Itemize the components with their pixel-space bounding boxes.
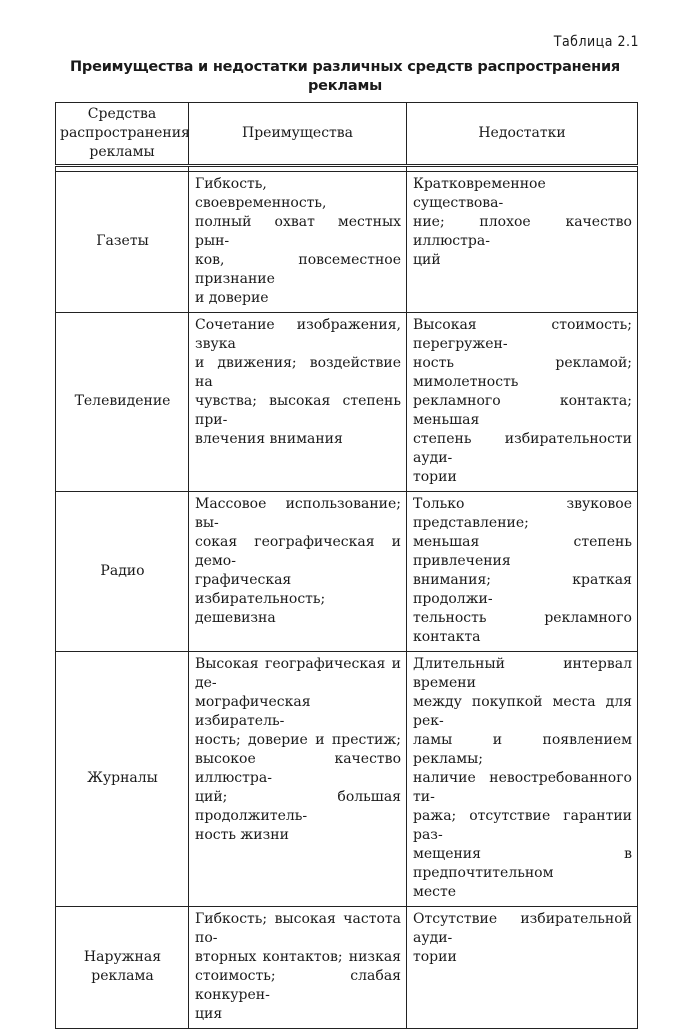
header-medium: [56, 103, 189, 166]
table-row: [56, 172, 638, 313]
disadvantage-text-line: внимания; краткая продолжи-: [413, 572, 632, 607]
advantage-text-line: ность; доверие и престиж;: [195, 732, 401, 748]
advantage-text-line: стоимость; слабая конкурен-: [195, 968, 401, 1003]
disadvantage-text-line: Длительный интервал времени: [413, 656, 632, 691]
disadvantage-text-line: тории: [413, 469, 457, 485]
advantage-text-line: Массовое использование; вы-: [195, 496, 401, 531]
advertising-media-table: [55, 102, 638, 1029]
advantage-text-line: и доверие: [195, 290, 269, 306]
advantage-text-line: ция: [195, 1006, 223, 1022]
disadvantage-text-line: ламы и появлением рекламы;: [413, 732, 632, 767]
advantage-text-line: чувства; высокая степень при-: [195, 393, 401, 428]
advantage-text-line: ций; большая продолжитель-: [195, 789, 401, 824]
header-medium-line: рекламы: [89, 144, 155, 160]
medium-cell: [56, 172, 189, 313]
advantage-text-line: полный охват местных рын-: [195, 214, 401, 249]
disadvantage-text-line: степень избирательности ауди-: [413, 431, 632, 466]
medium-name: Телевидение: [74, 393, 171, 409]
caption-line-1: Преимущества и недостатки различных средств распространения: [69, 59, 621, 75]
advantage-text-line: Гибкость; высокая частота по-: [195, 911, 401, 946]
disadvantage-text-line: между покупкой места для рек-: [413, 694, 632, 729]
advantages-cell: [189, 907, 407, 1029]
advantage-text-line: мографическая избиратель-: [195, 694, 311, 729]
header-advantages: Преимущества: [189, 103, 407, 166]
disadvantage-text-line: меньшая степень привлечения: [413, 534, 632, 569]
disadvantage-text-line: ража; отсутствие гарантии раз-: [413, 808, 632, 843]
advantage-text-line: графическая избирательность;: [195, 572, 326, 607]
advantages-cell: [189, 652, 407, 907]
disadvantage-text-line: Отсутствие избирательной ауди-: [413, 911, 632, 946]
disadvantage-text-line: месте: [413, 884, 457, 900]
disadvantage-text-line: Кратковременное существова-: [413, 176, 546, 211]
header-disadvantages: Недостатки: [407, 103, 638, 166]
disadvantages-cell: [407, 313, 638, 492]
disadvantage-text-line: тории: [413, 949, 457, 965]
advantage-text-line: ков, повсеместное признание: [195, 252, 401, 287]
medium-name: Радио: [100, 562, 145, 579]
disadvantage-text-line: мещения в предпочтительном: [413, 846, 632, 881]
disadvantages-cell: [407, 172, 638, 313]
disadvantage-text-line: ность рекламой; мимолетность: [413, 355, 632, 390]
advantage-text-line: Высокая географическая и де-: [195, 656, 401, 691]
disadvantage-text-line: ций: [413, 252, 441, 268]
disadvantages-cell: [407, 907, 638, 1029]
medium-name: Журналы: [87, 770, 158, 786]
medium-cell: [56, 907, 189, 1029]
header-medium-line: распространения: [60, 125, 190, 141]
disadvantages-cell: [407, 492, 638, 652]
disadvantage-text-line: Высокая стоимость; перегружен-: [413, 317, 632, 352]
caption-line-2: рекламы: [307, 78, 383, 94]
table-row: [56, 907, 638, 1029]
disadvantage-text-line: наличие невостребованного ти-: [413, 770, 632, 805]
medium-cell: [56, 492, 189, 652]
advantages-cell: [189, 172, 407, 313]
table-row: [56, 313, 638, 492]
disadvantages-cell: [407, 652, 638, 907]
disadvantage-text-line: тельность рекламного контакта: [413, 610, 632, 645]
disadvantage-text-line: рекламного контакта; меньшая: [413, 393, 632, 428]
header-medium-line: Средства: [87, 106, 157, 122]
medium-name: Наружная: [83, 949, 162, 965]
medium-name: Газеты: [96, 233, 149, 249]
advantage-text-line: вторных контактов; низкая: [195, 949, 401, 965]
medium-name: реклама: [91, 968, 154, 984]
medium-cell: [56, 652, 189, 907]
disadvantage-text-line: Только звуковое представление;: [413, 496, 632, 531]
advantages-cell: [189, 313, 407, 492]
table-header-row: [56, 103, 638, 166]
medium-cell: [56, 313, 189, 492]
table-caption: [50, 58, 640, 96]
advantage-text-line: влечения внимания: [195, 431, 343, 447]
advantages-cell: [189, 492, 407, 652]
advantage-text-line: высокое качество иллюстра-: [195, 751, 401, 786]
advantage-text-line: ность жизни: [195, 827, 289, 843]
advantage-text-line: Гибкость, своевременность,: [195, 176, 327, 211]
advantage-text-line: сокая географическая и демо-: [195, 534, 401, 569]
advantage-text-line: дешевизна: [195, 610, 276, 626]
table-row: [56, 492, 638, 652]
advantage-text-line: Сочетание изображения, звука: [195, 317, 401, 352]
disadvantage-text-line: ние; плохое качество иллюстра-: [413, 214, 632, 249]
advantage-text-line: и движения; воздействие на: [195, 355, 401, 390]
table-row: [56, 652, 638, 907]
table-number-label: Таблица 2.1: [553, 34, 639, 50]
